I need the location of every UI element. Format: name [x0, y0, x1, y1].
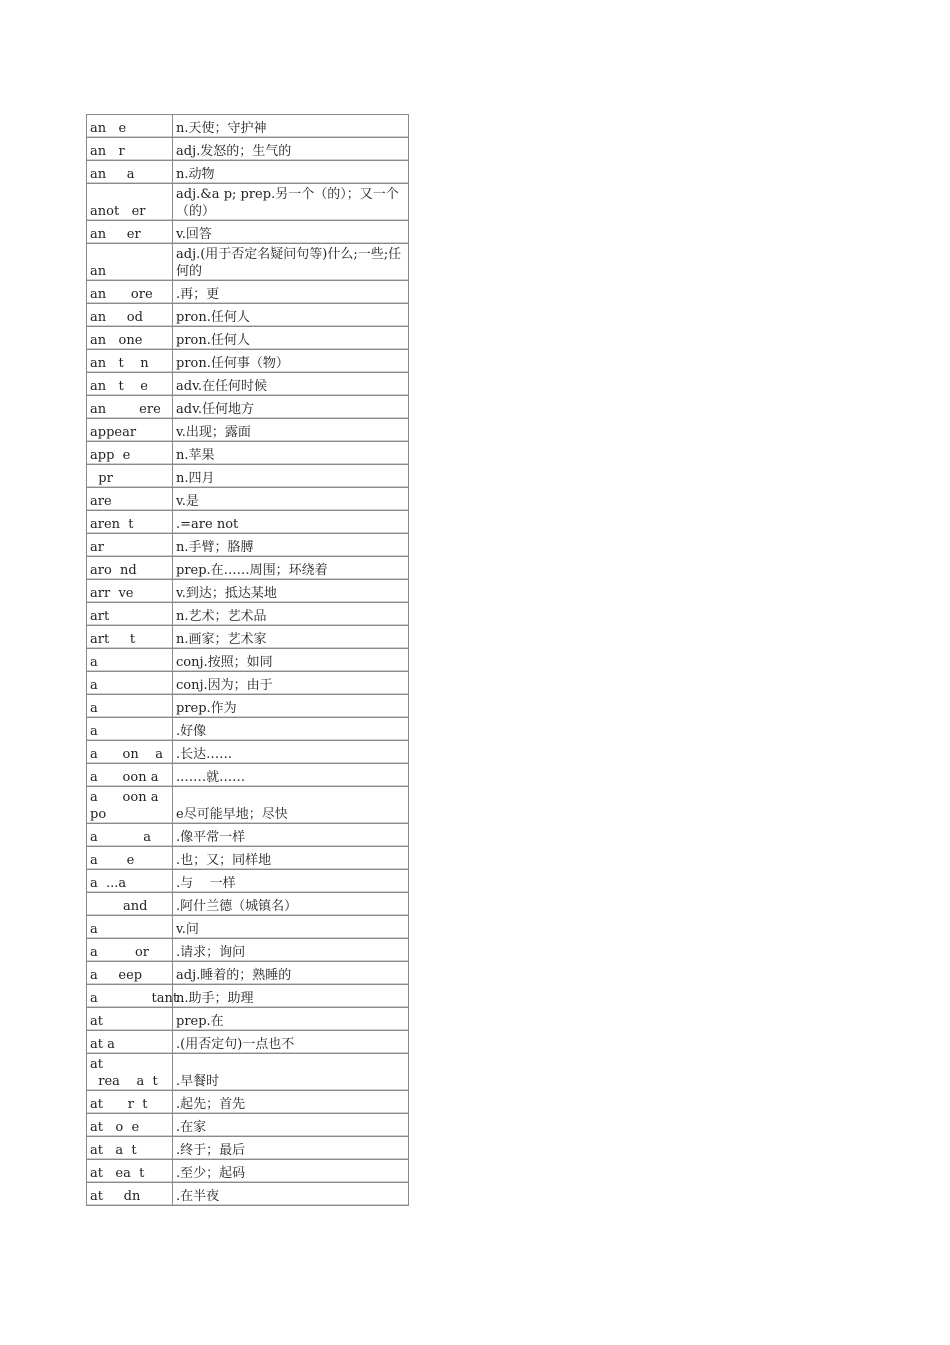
definition-cell: n.画家；艺术家	[173, 626, 409, 649]
word-cell: at a	[87, 1031, 173, 1054]
definition-cell: n.助手；助理	[173, 985, 409, 1008]
table-row	[87, 1160, 409, 1183]
word-cell: an er	[87, 221, 173, 244]
definition-cell: .=are not	[173, 511, 409, 534]
word-cell: an t n	[87, 350, 173, 373]
definition-cell: .再；更	[173, 281, 409, 304]
table-row	[87, 787, 409, 824]
word-cell: are	[87, 488, 173, 511]
word-cell: a	[87, 916, 173, 939]
definition-cell: .早餐时	[173, 1054, 409, 1091]
table-row	[87, 1114, 409, 1137]
definition-cell: pron.任何事（物）	[173, 350, 409, 373]
table-row	[87, 893, 409, 916]
definition-cell: prep.作为	[173, 695, 409, 718]
definition-cell: n.苹果	[173, 442, 409, 465]
word-cell: a or	[87, 939, 173, 962]
definition-cell: n.四月	[173, 465, 409, 488]
table-row	[87, 672, 409, 695]
table-row	[87, 603, 409, 626]
word-cell: a oon a	[87, 764, 173, 787]
table-row	[87, 534, 409, 557]
definition-cell: v.回答	[173, 221, 409, 244]
table-row	[87, 1054, 409, 1091]
definition-cell: v.问	[173, 916, 409, 939]
table-row	[87, 442, 409, 465]
word-cell: a oon a po	[87, 787, 173, 824]
table-row	[87, 138, 409, 161]
word-cell: app e	[87, 442, 173, 465]
word-cell: a tant	[87, 985, 173, 1008]
table-row	[87, 1008, 409, 1031]
table-row	[87, 373, 409, 396]
word-cell: art	[87, 603, 173, 626]
word-cell: an a	[87, 161, 173, 184]
table-row	[87, 1137, 409, 1160]
table-row	[87, 847, 409, 870]
definition-cell: .长达……	[173, 741, 409, 764]
table-row	[87, 304, 409, 327]
word-cell: at ea t	[87, 1160, 173, 1183]
definition-cell: prep.在……周围；环绕着	[173, 557, 409, 580]
word-cell: a eep	[87, 962, 173, 985]
word-cell: at dn	[87, 1183, 173, 1206]
definition-cell: e尽可能早地；尽快	[173, 787, 409, 824]
table-row	[87, 1031, 409, 1054]
word-cell: an r	[87, 138, 173, 161]
definition-cell: .终于；最后	[173, 1137, 409, 1160]
word-cell: an e	[87, 115, 173, 138]
table-row	[87, 488, 409, 511]
table-row	[87, 327, 409, 350]
definition-cell: .阿什兰德（城镇名）	[173, 893, 409, 916]
table-row	[87, 465, 409, 488]
word-cell: a	[87, 649, 173, 672]
definition-cell: n.手臂；胳膊	[173, 534, 409, 557]
table-row	[87, 741, 409, 764]
definition-cell: .(用否定句)一点也不	[173, 1031, 409, 1054]
definition-cell: n.动物	[173, 161, 409, 184]
definition-cell: .与 一样	[173, 870, 409, 893]
word-cell: a	[87, 718, 173, 741]
definition-cell: adj.(用于否定名疑问句等)什么;一些;任何的	[173, 244, 409, 281]
table-row	[87, 1183, 409, 1206]
table-row	[87, 939, 409, 962]
definition-cell: adj.发怒的；生气的	[173, 138, 409, 161]
word-cell: arr ve	[87, 580, 173, 603]
word-cell: at rea a t	[87, 1054, 173, 1091]
table-row	[87, 916, 409, 939]
definition-cell: pron.任何人	[173, 304, 409, 327]
word-cell: a on a	[87, 741, 173, 764]
definition-cell: v.到达；抵达某地	[173, 580, 409, 603]
table-row	[87, 870, 409, 893]
definition-cell: .起先；首先	[173, 1091, 409, 1114]
table-row	[87, 580, 409, 603]
table-row	[87, 350, 409, 373]
definition-cell: .请求；询问	[173, 939, 409, 962]
table-row	[87, 718, 409, 741]
word-cell: at r t	[87, 1091, 173, 1114]
table-row	[87, 511, 409, 534]
word-cell: a a	[87, 824, 173, 847]
table-row	[87, 281, 409, 304]
definition-cell: .好像	[173, 718, 409, 741]
vocabulary-table	[86, 114, 409, 1206]
word-cell: a e	[87, 847, 173, 870]
word-cell: a ...a	[87, 870, 173, 893]
definition-cell: adj.睡着的；熟睡的	[173, 962, 409, 985]
definition-cell: .像平常一样	[173, 824, 409, 847]
table-row	[87, 161, 409, 184]
table-row	[87, 985, 409, 1008]
definition-cell: conj.因为；由于	[173, 672, 409, 695]
definition-cell: adj.&a p; prep.另一个（的）；又一个（的）	[173, 184, 409, 221]
definition-cell: v.是	[173, 488, 409, 511]
definition-cell: v.出现；露面	[173, 419, 409, 442]
word-cell: art t	[87, 626, 173, 649]
word-cell: at	[87, 1008, 173, 1031]
definition-cell: prep.在	[173, 1008, 409, 1031]
table-row	[87, 244, 409, 281]
table-row	[87, 695, 409, 718]
table-row	[87, 557, 409, 580]
definition-cell: n.艺术；艺术品	[173, 603, 409, 626]
word-cell: an t e	[87, 373, 173, 396]
vocabulary-table-body	[87, 115, 409, 1206]
word-cell: a	[87, 695, 173, 718]
definition-cell: pron.任何人	[173, 327, 409, 350]
word-cell: an	[87, 244, 173, 281]
word-cell: pr	[87, 465, 173, 488]
word-cell: at a t	[87, 1137, 173, 1160]
table-row	[87, 764, 409, 787]
definition-cell: .在半夜	[173, 1183, 409, 1206]
table-row	[87, 1091, 409, 1114]
word-cell: and	[87, 893, 173, 916]
definition-cell: adv.在任何时候	[173, 373, 409, 396]
word-cell: a	[87, 672, 173, 695]
word-cell: an ere	[87, 396, 173, 419]
definition-cell: conj.按照；如同	[173, 649, 409, 672]
table-row	[87, 115, 409, 138]
definition-cell: .在家	[173, 1114, 409, 1137]
definition-cell: .……就……	[173, 764, 409, 787]
table-row	[87, 221, 409, 244]
table-row	[87, 184, 409, 221]
word-cell: an od	[87, 304, 173, 327]
word-cell: an one	[87, 327, 173, 350]
table-row	[87, 626, 409, 649]
word-cell: appear	[87, 419, 173, 442]
definition-cell: .也；又；同样地	[173, 847, 409, 870]
table-row	[87, 396, 409, 419]
word-cell: anot er	[87, 184, 173, 221]
definition-cell: n.天使；守护神	[173, 115, 409, 138]
table-row	[87, 824, 409, 847]
definition-cell: adv.任何地方	[173, 396, 409, 419]
word-cell: aren t	[87, 511, 173, 534]
table-row	[87, 962, 409, 985]
word-cell: aro nd	[87, 557, 173, 580]
table-row	[87, 649, 409, 672]
definition-cell: .至少；起码	[173, 1160, 409, 1183]
word-cell: an ore	[87, 281, 173, 304]
table-row	[87, 419, 409, 442]
word-cell: ar	[87, 534, 173, 557]
word-cell: at o e	[87, 1114, 173, 1137]
